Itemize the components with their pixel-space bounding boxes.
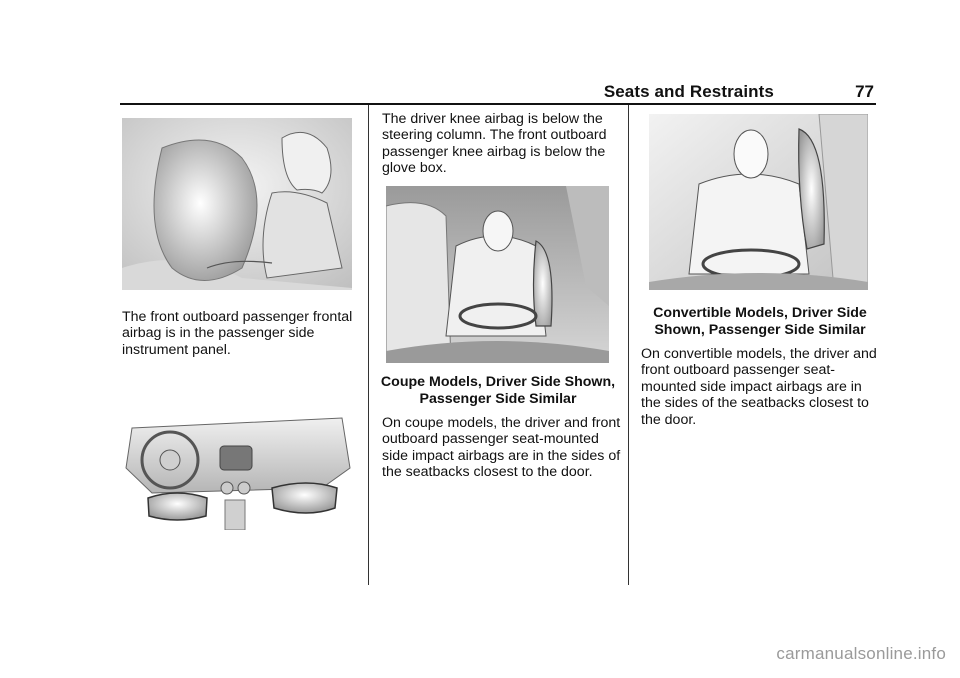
column-divider-left	[368, 105, 369, 585]
section-title: Seats and Restraints	[603, 82, 774, 101]
passenger-frontal-airbag-illustration	[122, 118, 352, 290]
coupe-side-impact-airbag-illustration	[386, 186, 609, 363]
passenger-frontal-airbag-text: The front outboard passenger frontal airbag is in the passenger side instrument panel.	[122, 309, 353, 358]
header-divider	[120, 103, 876, 105]
column-divider-right	[628, 105, 629, 585]
page-number: 77	[855, 82, 874, 101]
coupe-caption-line2: Passenger Side Similar	[419, 391, 577, 407]
watermark: carmanualsonline.info	[776, 644, 946, 663]
convertible-caption-line1: Convertible Models, Driver Side	[653, 305, 867, 321]
knee-airbag-text: The driver knee airbag is below the steering column. The front outboard passenger knee airbag is below the glove box.	[382, 111, 607, 177]
convertible-side-impact-text: On convertible models, the driver and front outboard passenger seat-mounted side impact airbags are in the sides of the seatbacks closest to the door.	[641, 346, 877, 428]
coupe-caption-line1: Coupe Models, Driver Side Shown,	[380, 374, 616, 390]
convertible-side-impact-airbag-illustration	[649, 114, 868, 290]
coupe-side-impact-text: On coupe models, the driver and front outboard passenger seat-mounted side impact airbags are in the sides of the seatbacks closest to the door.	[382, 415, 621, 481]
instrument-panel-knee-airbag-illustration	[122, 408, 354, 530]
convertible-caption-line2: Shown, Passenger Side Similar	[654, 322, 866, 338]
